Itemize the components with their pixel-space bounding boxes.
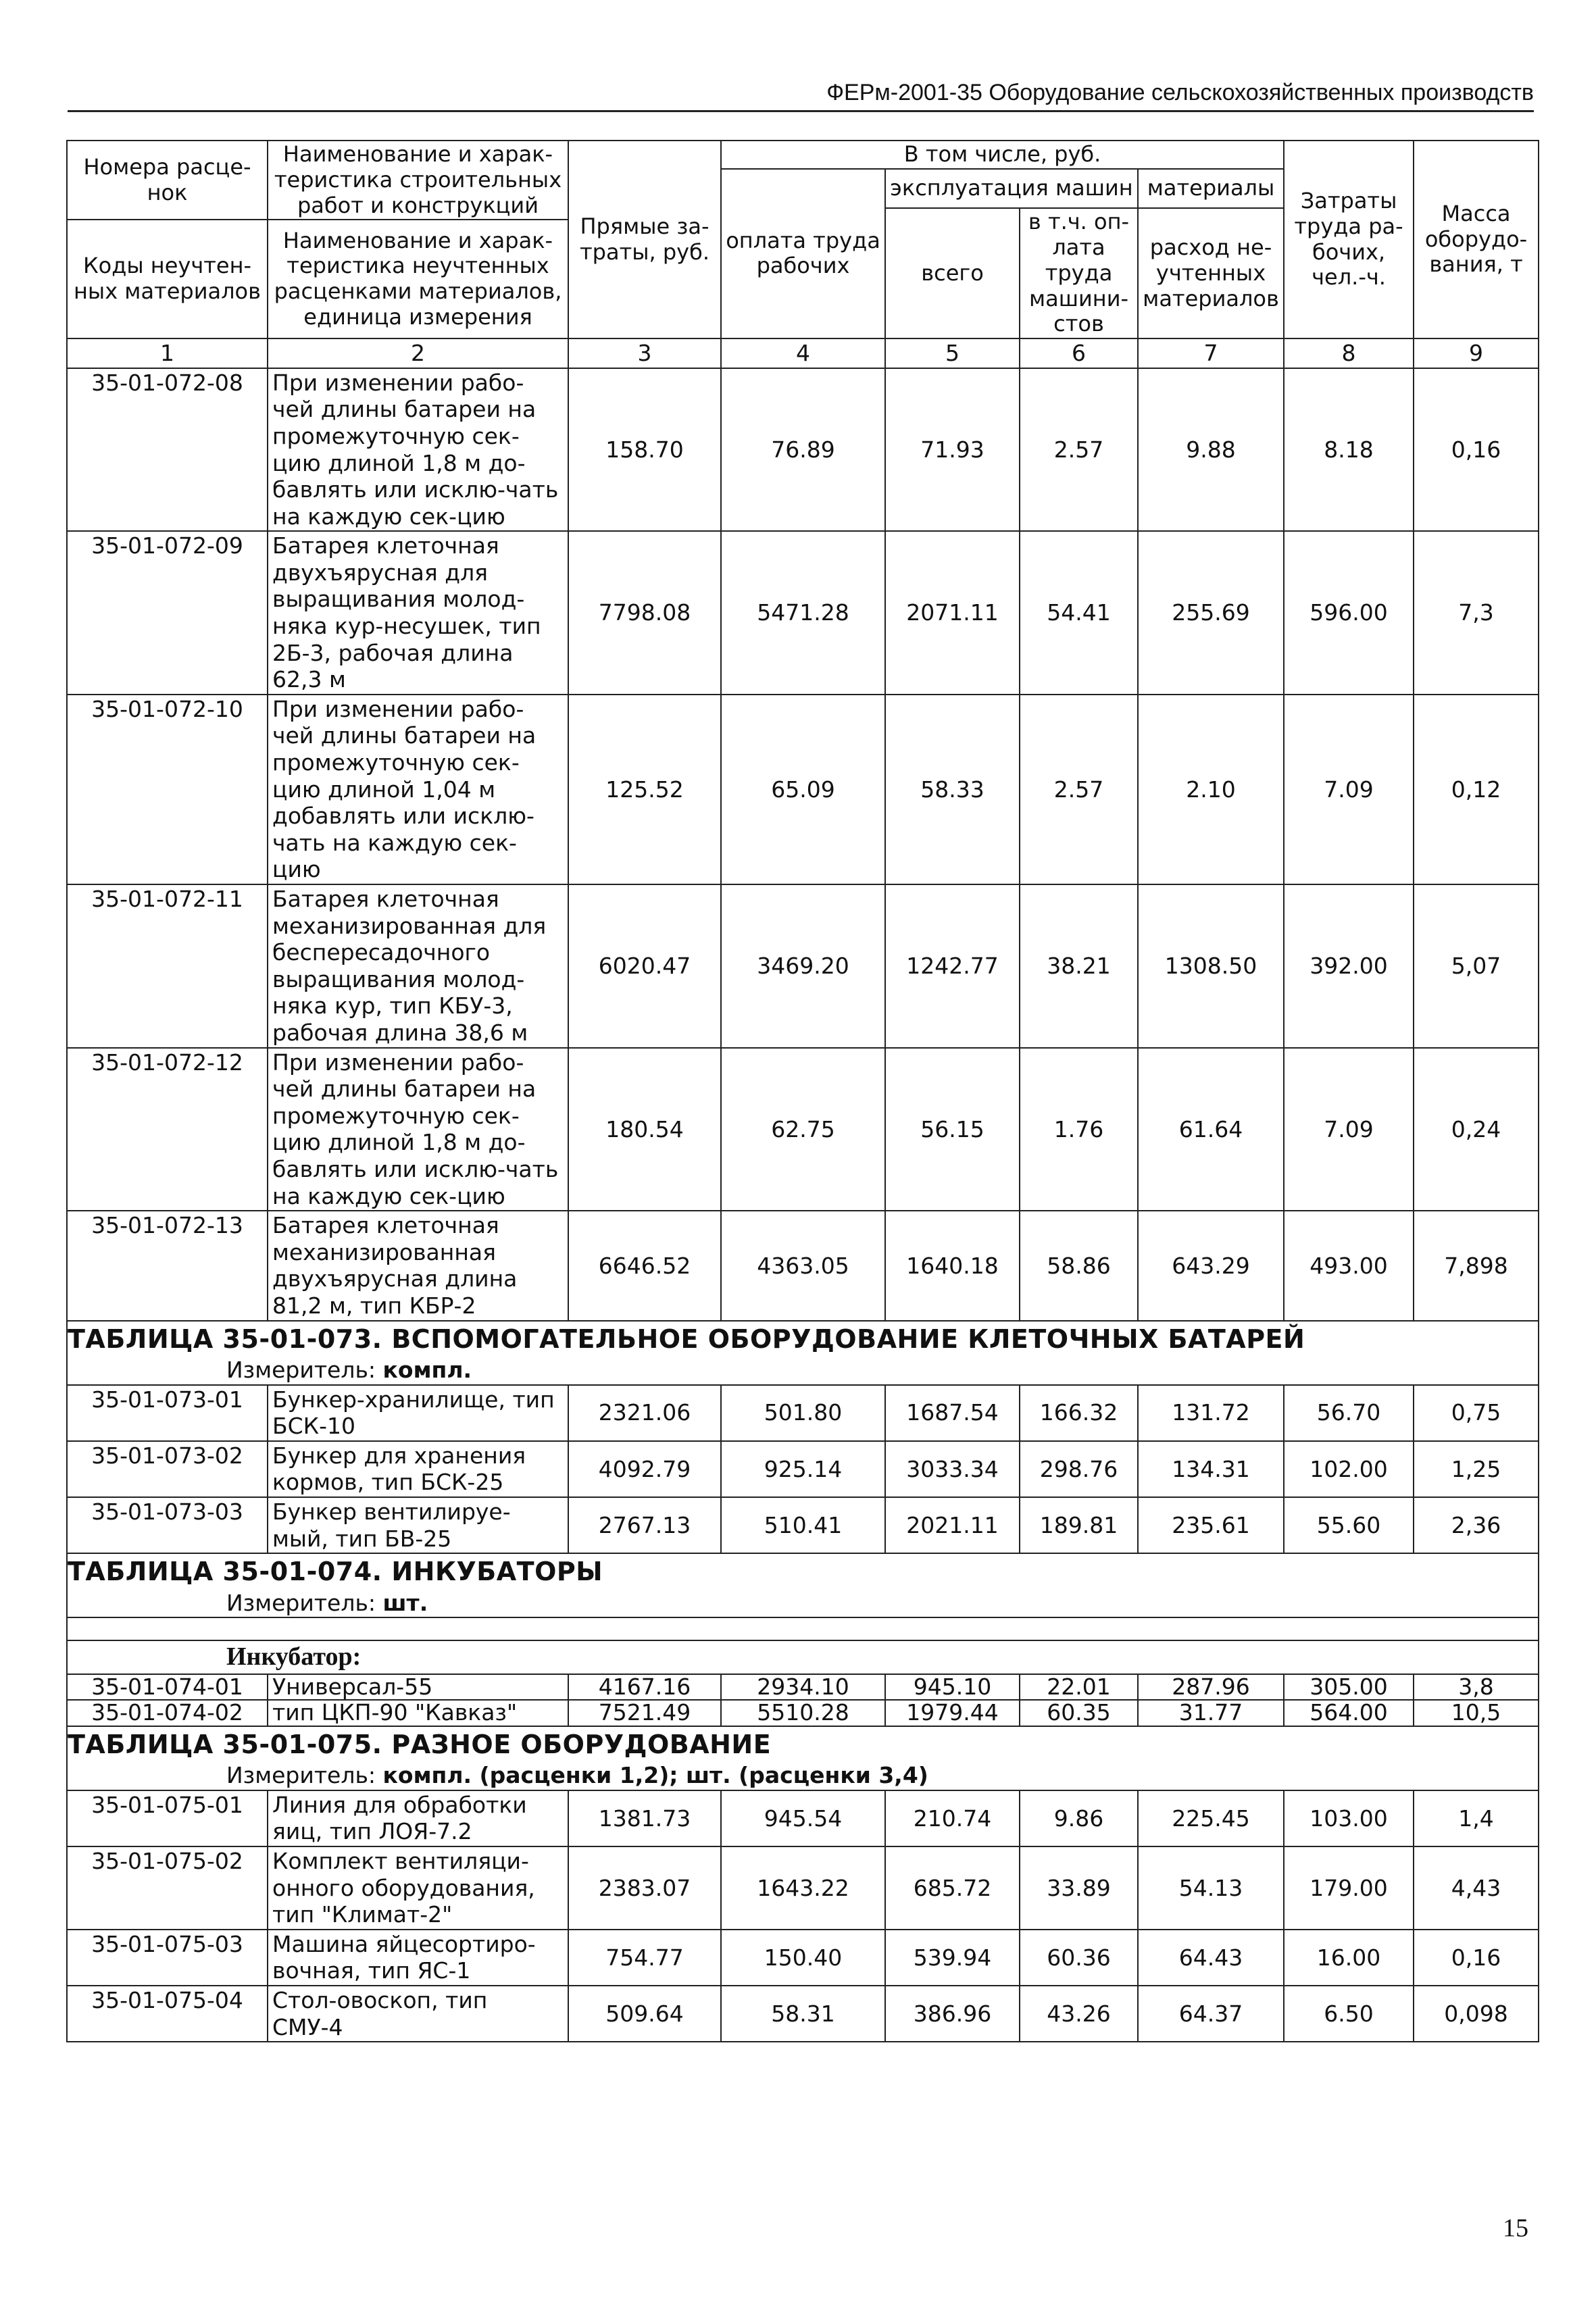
work-name: Бункер для хранения кормов, тип БСК-25 [268, 1441, 568, 1497]
labor-pay: 58.31 [721, 1986, 885, 2042]
machine-costs: 386.96 [885, 1986, 1020, 2042]
materials-costs: 134.31 [1138, 1441, 1284, 1497]
materials-costs: 31.77 [1138, 1700, 1284, 1726]
rate-code: 35-01-072-13 [67, 1211, 268, 1320]
materials-costs: 225.45 [1138, 1790, 1284, 1846]
labor-pay: 2934.10 [721, 1674, 885, 1700]
operator-pay: 43.26 [1020, 1986, 1138, 2042]
table-075-measure-row [67, 1761, 1539, 1790]
machine-costs: 2021.11 [885, 1497, 1020, 1553]
header-work-name: Наименование и харак-теристика строительных работ и конструкций [268, 141, 568, 220]
rate-row [67, 884, 1539, 1048]
work-name: При изменении рабо-чей длины батареи на промежуточную сек-цию длиной 1,04 м добавлять или исклю-чать на каждую сек-цию [268, 695, 568, 884]
blank-spacer [67, 1617, 1539, 1640]
header-material-name: Наименование и харак-теристика неучтенных расценками материалов, единица измерения [268, 220, 568, 338]
machine-costs: 945.10 [885, 1674, 1020, 1700]
table-074-title-row [67, 1553, 1539, 1589]
machine-costs: 58.33 [885, 695, 1020, 884]
equipment-mass: 0,75 [1414, 1385, 1539, 1441]
operator-pay: 1.76 [1020, 1048, 1138, 1211]
machine-costs: 1687.54 [885, 1385, 1020, 1441]
direct-costs: 6646.52 [568, 1211, 721, 1320]
table-074-measure [67, 1589, 1539, 1618]
labor-hours: 564.00 [1284, 1700, 1414, 1726]
direct-costs: 125.52 [568, 695, 721, 884]
rate-code: 35-01-072-10 [67, 695, 268, 884]
table-073-title: ТАБЛИЦА 35-01-073. ВСПОМОГАТЕЛЬНОЕ ОБОРУДОВАНИЕ КЛЕТОЧНЫХ БАТАРЕЙ [67, 1321, 1539, 1357]
labor-hours: 6.50 [1284, 1986, 1414, 2042]
labor-pay: 501.80 [721, 1385, 885, 1441]
work-name: Батарея клеточная двухъярусная для выращивания молод-няка кур-несушек, тип 2Б-3, рабочая длина 62,3 м [268, 531, 568, 695]
table-074-blank-row [67, 1617, 1539, 1640]
labor-pay: 4363.05 [721, 1211, 885, 1320]
machine-costs: 1979.44 [885, 1700, 1020, 1726]
column-number: 1 [67, 338, 268, 368]
rate-code: 35-01-075-04 [67, 1986, 268, 2042]
rate-row [67, 368, 1539, 532]
rate-code: 35-01-074-01 [67, 1674, 268, 1700]
table-074-group-row [67, 1640, 1539, 1674]
labor-hours: 392.00 [1284, 884, 1414, 1048]
operator-pay: 33.89 [1020, 1846, 1138, 1930]
table-072-body [67, 368, 1539, 1321]
materials-costs: 9.88 [1138, 368, 1284, 532]
labor-hours: 8.18 [1284, 368, 1414, 532]
rate-row [67, 695, 1539, 884]
materials-costs: 54.13 [1138, 1846, 1284, 1930]
machine-costs: 1640.18 [885, 1211, 1020, 1320]
header-direct-costs: Прямые за-траты, руб. [568, 141, 721, 338]
machine-costs: 685.72 [885, 1846, 1020, 1930]
labor-hours: 493.00 [1284, 1211, 1414, 1320]
column-number: 3 [568, 338, 721, 368]
work-name: Бункер вентилируе-мый, тип БВ-25 [268, 1497, 568, 1553]
direct-costs: 1381.73 [568, 1790, 721, 1846]
work-name: тип ЦКП-90 "Кавказ" [268, 1700, 568, 1726]
equipment-mass: 0,098 [1414, 1986, 1539, 2042]
equipment-mass: 10,5 [1414, 1700, 1539, 1726]
operator-pay: 298.76 [1020, 1441, 1138, 1497]
machine-costs: 2071.11 [885, 531, 1020, 695]
direct-costs: 509.64 [568, 1986, 721, 2042]
rate-code: 35-01-072-11 [67, 884, 268, 1048]
rate-row [67, 1986, 1539, 2042]
direct-costs: 7798.08 [568, 531, 721, 695]
labor-pay: 150.40 [721, 1930, 885, 1986]
column-numbers-row [67, 338, 1539, 368]
rate-row [67, 1211, 1539, 1320]
header-including: В том числе, руб. [721, 141, 1284, 169]
measure-value: компл. (расценки 1,2); шт. (расценки 3,4) [382, 1762, 928, 1789]
equipment-mass: 0,16 [1414, 1930, 1539, 1986]
table-075-title-row [67, 1726, 1539, 1762]
labor-hours: 16.00 [1284, 1930, 1414, 1986]
work-name: Линия для обработки яиц, тип ЛОЯ-7.2 [268, 1790, 568, 1846]
rate-row [67, 1674, 1539, 1700]
labor-hours: 7.09 [1284, 1048, 1414, 1211]
rate-row [67, 1700, 1539, 1726]
work-name: Бункер-хранилище, тип БСК-10 [268, 1385, 568, 1441]
machine-costs: 56.15 [885, 1048, 1020, 1211]
labor-pay: 3469.20 [721, 884, 885, 1048]
work-name: Батарея клеточная механизированная для беспересадочного выращивания молод-няка кур, тип КБУ-3, рабочая длина 38,6 м [268, 884, 568, 1048]
labor-hours: 7.09 [1284, 695, 1414, 884]
materials-costs: 287.96 [1138, 1674, 1284, 1700]
direct-costs: 4092.79 [568, 1441, 721, 1497]
rate-code: 35-01-075-01 [67, 1790, 268, 1846]
running-head: ФЕРм-2001-35 Оборудование сельскохозяйственных производств [68, 80, 1534, 112]
table-075-measure [67, 1761, 1539, 1790]
labor-pay: 5510.28 [721, 1700, 885, 1726]
table-075-title: ТАБЛИЦА 35-01-075. РАЗНОЕ ОБОРУДОВАНИЕ [67, 1726, 1539, 1762]
header-equipment-mass: Масса оборудо-вания, т [1414, 141, 1539, 338]
operator-pay: 60.35 [1020, 1700, 1138, 1726]
machine-costs: 71.93 [885, 368, 1020, 532]
materials-costs: 643.29 [1138, 1211, 1284, 1320]
materials-costs: 255.69 [1138, 531, 1284, 695]
header-machine-total: всего [885, 208, 1020, 338]
machine-costs: 210.74 [885, 1790, 1020, 1846]
materials-costs: 235.61 [1138, 1497, 1284, 1553]
column-number: 5 [885, 338, 1020, 368]
labor-pay: 510.41 [721, 1497, 885, 1553]
table-074-group: Инкубатор: [67, 1640, 1539, 1674]
header-row-1 [67, 141, 1539, 169]
operator-pay: 189.81 [1020, 1497, 1138, 1553]
machine-costs: 3033.34 [885, 1441, 1020, 1497]
rate-row [67, 1441, 1539, 1497]
header-material-codes: Коды неучтен-ных материалов [67, 220, 268, 338]
operator-pay: 54.41 [1020, 531, 1138, 695]
labor-hours: 305.00 [1284, 1674, 1414, 1700]
operator-pay: 2.57 [1020, 695, 1138, 884]
header-labor-pay: оплата труда рабочих [721, 169, 885, 338]
equipment-mass: 0,12 [1414, 695, 1539, 884]
equipment-mass: 2,36 [1414, 1497, 1539, 1553]
rate-row [67, 1846, 1539, 1930]
header-machine-operation: эксплуатация машин [885, 169, 1138, 209]
measure-label: Измеритель: [226, 1762, 376, 1789]
measure-label: Измеритель: [226, 1589, 376, 1616]
work-name: Машина яйцесортиро-вочная, тип ЯС-1 [268, 1930, 568, 1986]
labor-hours: 56.70 [1284, 1385, 1414, 1441]
direct-costs: 7521.49 [568, 1700, 721, 1726]
materials-costs: 64.37 [1138, 1986, 1284, 2042]
rate-row [67, 531, 1539, 695]
materials-costs: 2.10 [1138, 695, 1284, 884]
equipment-mass: 5,07 [1414, 884, 1539, 1048]
labor-pay: 945.54 [721, 1790, 885, 1846]
direct-costs: 2383.07 [568, 1846, 721, 1930]
header-unaccounted-materials: расход не-учтенных материалов [1138, 208, 1284, 338]
rate-row [67, 1385, 1539, 1441]
measure-value: компл. [382, 1357, 472, 1384]
labor-pay: 925.14 [721, 1441, 885, 1497]
direct-costs: 180.54 [568, 1048, 721, 1211]
labor-hours: 102.00 [1284, 1441, 1414, 1497]
materials-costs: 1308.50 [1138, 884, 1284, 1048]
work-name: Батарея клеточная механизированная двухъярусная длина 81,2 м, тип КБР-2 [268, 1211, 568, 1320]
column-number: 8 [1284, 338, 1414, 368]
measure-value: шт. [382, 1589, 428, 1616]
labor-pay: 76.89 [721, 368, 885, 532]
machine-costs: 539.94 [885, 1930, 1020, 1986]
labor-hours: 55.60 [1284, 1497, 1414, 1553]
table-074-body [67, 1674, 1539, 1726]
equipment-mass: 4,43 [1414, 1846, 1539, 1930]
column-number: 4 [721, 338, 885, 368]
rate-code: 35-01-072-08 [67, 368, 268, 532]
rate-code: 35-01-073-03 [67, 1497, 268, 1553]
rate-code: 35-01-073-02 [67, 1441, 268, 1497]
operator-pay: 58.86 [1020, 1211, 1138, 1320]
rate-code: 35-01-074-02 [67, 1700, 268, 1726]
labor-hours: 103.00 [1284, 1790, 1414, 1846]
work-name: При изменении рабо-чей длины батареи на промежуточную сек-цию длиной 1,8 м до-бавлять или исклю-чать на каждую сек-цию [268, 1048, 568, 1211]
operator-pay: 38.21 [1020, 884, 1138, 1048]
table-073-measure [67, 1356, 1539, 1385]
machine-costs: 1242.77 [885, 884, 1020, 1048]
measure-label: Измеритель: [226, 1357, 376, 1384]
rate-row [67, 1497, 1539, 1553]
direct-costs: 2767.13 [568, 1497, 721, 1553]
header-operator-pay: в т.ч. оп-лата труда машини-стов [1020, 208, 1138, 338]
direct-costs: 158.70 [568, 368, 721, 532]
table-073-title-row [67, 1321, 1539, 1357]
rate-code: 35-01-072-12 [67, 1048, 268, 1211]
work-name: Стол-овоскоп, тип СМУ-4 [268, 1986, 568, 2042]
page-number: 15 [1503, 2214, 1528, 2242]
labor-pay: 65.09 [721, 695, 885, 884]
table-073-body [67, 1385, 1539, 1554]
direct-costs: 2321.06 [568, 1385, 721, 1441]
rates-table [66, 140, 1539, 2042]
labor-hours: 179.00 [1284, 1846, 1414, 1930]
labor-hours: 596.00 [1284, 531, 1414, 695]
equipment-mass: 7,898 [1414, 1211, 1539, 1320]
equipment-mass: 7,3 [1414, 531, 1539, 695]
rate-row [67, 1048, 1539, 1211]
operator-pay: 60.36 [1020, 1930, 1138, 1986]
operator-pay: 166.32 [1020, 1385, 1138, 1441]
operator-pay: 2.57 [1020, 368, 1138, 532]
equipment-mass: 1,4 [1414, 1790, 1539, 1846]
equipment-mass: 1,25 [1414, 1441, 1539, 1497]
operator-pay: 9.86 [1020, 1790, 1138, 1846]
table-074-measure-row [67, 1589, 1539, 1618]
materials-costs: 131.72 [1138, 1385, 1284, 1441]
materials-costs: 61.64 [1138, 1048, 1284, 1211]
labor-pay: 62.75 [721, 1048, 885, 1211]
table-073-measure-row [67, 1356, 1539, 1385]
table-074-title: ТАБЛИЦА 35-01-074. ИНКУБАТОРЫ [67, 1553, 1539, 1589]
column-number: 7 [1138, 338, 1284, 368]
equipment-mass: 0,16 [1414, 368, 1539, 532]
header-rate-number: Номера расце-нок [67, 141, 268, 220]
work-name: Универсал-55 [268, 1674, 568, 1700]
column-number: 9 [1414, 338, 1539, 368]
equipment-mass: 3,8 [1414, 1674, 1539, 1700]
header-labor-costs: Затраты труда ра-бочих, чел.-ч. [1284, 141, 1414, 338]
direct-costs: 6020.47 [568, 884, 721, 1048]
rate-code: 35-01-075-02 [67, 1846, 268, 1930]
column-number: 2 [268, 338, 568, 368]
rate-code: 35-01-075-03 [67, 1930, 268, 1986]
work-name: Комплект вентиляци-онного оборудования, тип "Климат-2" [268, 1846, 568, 1930]
equipment-mass: 0,24 [1414, 1048, 1539, 1211]
labor-pay: 1643.22 [721, 1846, 885, 1930]
direct-costs: 4167.16 [568, 1674, 721, 1700]
rate-row [67, 1930, 1539, 1986]
work-name: При изменении рабо-чей длины батареи на промежуточную сек-цию длиной 1,8 м до-бавлять или исклю-чать на каждую сек-цию [268, 368, 568, 532]
rate-row [67, 1790, 1539, 1846]
header-materials: материалы [1138, 169, 1284, 209]
table-075-body [67, 1790, 1539, 2042]
rate-code: 35-01-072-09 [67, 531, 268, 695]
direct-costs: 754.77 [568, 1930, 721, 1986]
labor-pay: 5471.28 [721, 531, 885, 695]
materials-costs: 64.43 [1138, 1930, 1284, 1986]
column-number: 6 [1020, 338, 1138, 368]
rate-code: 35-01-073-01 [67, 1385, 268, 1441]
operator-pay: 22.01 [1020, 1674, 1138, 1700]
